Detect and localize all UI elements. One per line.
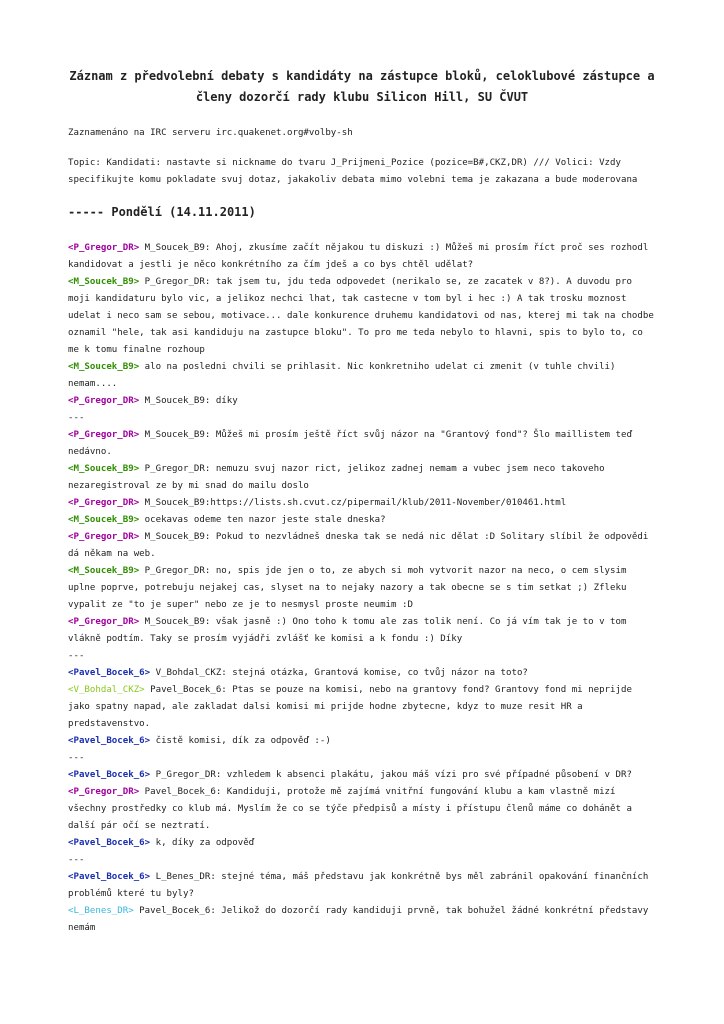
chat-text: Pavel_Bocek_6: Ptas se pouze na komisi, nebo na grantovy fond? Grantovy fond mi neprijde jako spatny napad, ale zakladat dalsi komisi mi prijde hodne zbytecne, kdyz to muze resit HR a predstavenstvo. <box>68 685 638 729</box>
chat-nick: <L_Benes_DR> <box>68 906 134 916</box>
chat-message <box>68 427 658 461</box>
chat-message <box>68 682 658 733</box>
chat-message <box>68 461 658 495</box>
day-heading: ----- Pondělí (14.11.2011) <box>68 205 256 219</box>
chat-text: M_Soucek_B9: Můžeš mi prosím ještě říct svůj názor na "Grantový fond"? Šlo maillistem teď nedávno. <box>68 430 638 457</box>
document-page <box>68 66 658 937</box>
chat-message <box>68 359 658 393</box>
chat-text: V_Bohdal_CKZ: stejná otázka, Grantová komise, co tvůj názor na toto? <box>150 668 528 678</box>
chat-text: Pavel_Bocek_6: Jelikož do dozorčí rady kandiduji prvně, tak bohužel žádné konkrétní představy nemám <box>68 906 654 933</box>
chat-message <box>68 733 658 750</box>
chat-text: ocekavas odeme ten nazor jeste stale dneska? <box>139 515 386 525</box>
chat-message <box>68 903 658 937</box>
chat-text: čistě komisi, dík za odpověď :-) <box>150 736 331 746</box>
chat-message <box>68 274 658 359</box>
chat-nick: <P_Gregor_DR> <box>68 396 140 406</box>
chat-message <box>68 529 658 563</box>
chat-message <box>68 512 658 529</box>
chat-nick: <Pavel_Bocek_6> <box>68 770 151 780</box>
separator: --- <box>68 855 85 865</box>
chat-nick: <Pavel_Bocek_6> <box>68 838 151 848</box>
chat-message <box>68 563 658 614</box>
chat-text: M_Soucek_B9: díky <box>139 396 238 406</box>
chat-nick: <P_Gregor_DR> <box>68 430 140 440</box>
chat-message <box>68 784 658 835</box>
recorded-note: Zaznamenáno na IRC serveru irc.quakenet.org#volby-sh <box>68 128 353 138</box>
separator: --- <box>68 651 85 661</box>
chat-message <box>68 393 658 410</box>
chat-text: M_Soucek_B9: však jasně :) Ono toho k tomu ale zas tolik není. Co já vím tak je to v tom vlákně podtím. Taky se prosím vyjádři zvlášť ke komisi a k fondu :) Díky <box>68 617 632 644</box>
chat-text: P_Gregor_DR: nemuzu svuj nazor rict, jelikoz zadnej nemam a vubec jsem neco takoveho nezaregistroval ze by mi snad do mailu doslo <box>68 464 611 491</box>
chat-nick: <M_Soucek_B9> <box>68 515 140 525</box>
chat-message <box>68 614 658 648</box>
chat-nick: <M_Soucek_B9> <box>68 566 140 576</box>
chat-message <box>68 665 658 682</box>
chat-text: L_Benes_DR: stejné téma, máš představu jak konkrétně bys měl zabránil opakování finančních problémů které tu byly? <box>68 872 654 899</box>
separator: --- <box>68 753 85 763</box>
chat-message <box>68 495 658 512</box>
chat-log <box>68 240 658 937</box>
chat-nick: <P_Gregor_DR> <box>68 532 140 542</box>
chat-message <box>68 767 658 784</box>
chat-nick: <Pavel_Bocek_6> <box>68 736 151 746</box>
chat-nick: <V_Bohdal_CKZ> <box>68 685 145 695</box>
chat-nick: <M_Soucek_B9> <box>68 277 140 287</box>
chat-text: alo na posledni chvili se prihlasit. Nic konkretniho udelat ci zmenit (v tuhle chvili) nemam.... <box>68 362 621 389</box>
chat-text: k, díky za odpověď <box>150 838 255 848</box>
chat-nick: <P_Gregor_DR> <box>68 498 140 508</box>
chat-message <box>68 869 658 903</box>
chat-nick: <M_Soucek_B9> <box>68 362 140 372</box>
chat-text: M_Soucek_B9: Ahoj, zkusíme začít nějakou tu diskuzi :) Můžeš mi prosím říct proč ses rozhodl kandidovat a jestli je něco konkrétního za čím jdeš a co bys chtěl udělat? <box>68 243 654 270</box>
chat-nick: <M_Soucek_B9> <box>68 464 140 474</box>
chat-message <box>68 835 658 852</box>
chat-text: M_Soucek_B9:https://lists.sh.cvut.cz/pipermail/klub/2011-November/010461.html <box>139 498 567 508</box>
chat-nick: <P_Gregor_DR> <box>68 787 140 797</box>
chat-text: Pavel_Bocek_6: Kandiduji, protože mě zajímá vnitřní fungování klubu a kam vlastně mizí všechny prostředky co klub má. Myslím že co se týče předpisů a místy i přístupu členů máme co dohánět a další pár očí se neztratí. <box>68 787 638 831</box>
separator: --- <box>68 413 85 423</box>
chat-nick: <Pavel_Bocek_6> <box>68 872 151 882</box>
chat-text: P_Gregor_DR: vzhledem k absenci plakátu, jakou máš vízi pro své případné působení v DR? <box>150 770 632 780</box>
chat-nick: <Pavel_Bocek_6> <box>68 668 151 678</box>
channel-topic: Topic: Kandidati: nastavte si nickname do tvaru J_Prijmeni_Pozice (pozice=B#,CKZ,DR) /// Volici: Vzdy specifikujte komu pokladate svuj dotaz, jakakoliv debata mimo volebni tema je zakazana a bude moderovana <box>68 158 638 185</box>
chat-text: P_Gregor_DR: no, spis jde jen o to, ze abych si moh vytvorit nazor na neco, o cem slysim uplne poprve, potrebuju nejakej cas, slyset na to nejaky nazory a tak obecne se s tim setkat ;) Zfleku vypalit ze "to je super" nebo ze je to nesmysl proste neumim :D <box>68 566 632 610</box>
document-title: Záznam z předvolební debaty s kandidáty na zástupce bloků, celoklubové zástupce a členy dozorčí rady klubu Silicon Hill, SU ČVUT <box>69 69 655 104</box>
chat-text: M_Soucek_B9: Pokud to nezvládneš dneska tak se nedá nic dělat :D Solitary slíbil že odpovědi dá někam na web. <box>68 532 654 559</box>
chat-message <box>68 240 658 274</box>
chat-text: P_Gregor_DR: tak jsem tu, jdu teda odpovedet (nerikalo se, ze zacatek v 8?). A duvodu pro moji kandidaturu bylo vic, a jelikoz nechci lhat, tak castecne v tom byl i hec :) A tak trosku moznost udelat i neco sam se sebou, motivace... dale konkurence druhemu kandidatovi od nas, kterej mi tak na chodbe oznamil "hele, tak asi kandiduju na zastupce bloku". To pro me teda nebylo to hlavni, spis to bylo to, co me k tomu finalne rozhoup <box>68 277 660 355</box>
chat-nick: <P_Gregor_DR> <box>68 617 140 627</box>
chat-nick: <P_Gregor_DR> <box>68 243 140 253</box>
